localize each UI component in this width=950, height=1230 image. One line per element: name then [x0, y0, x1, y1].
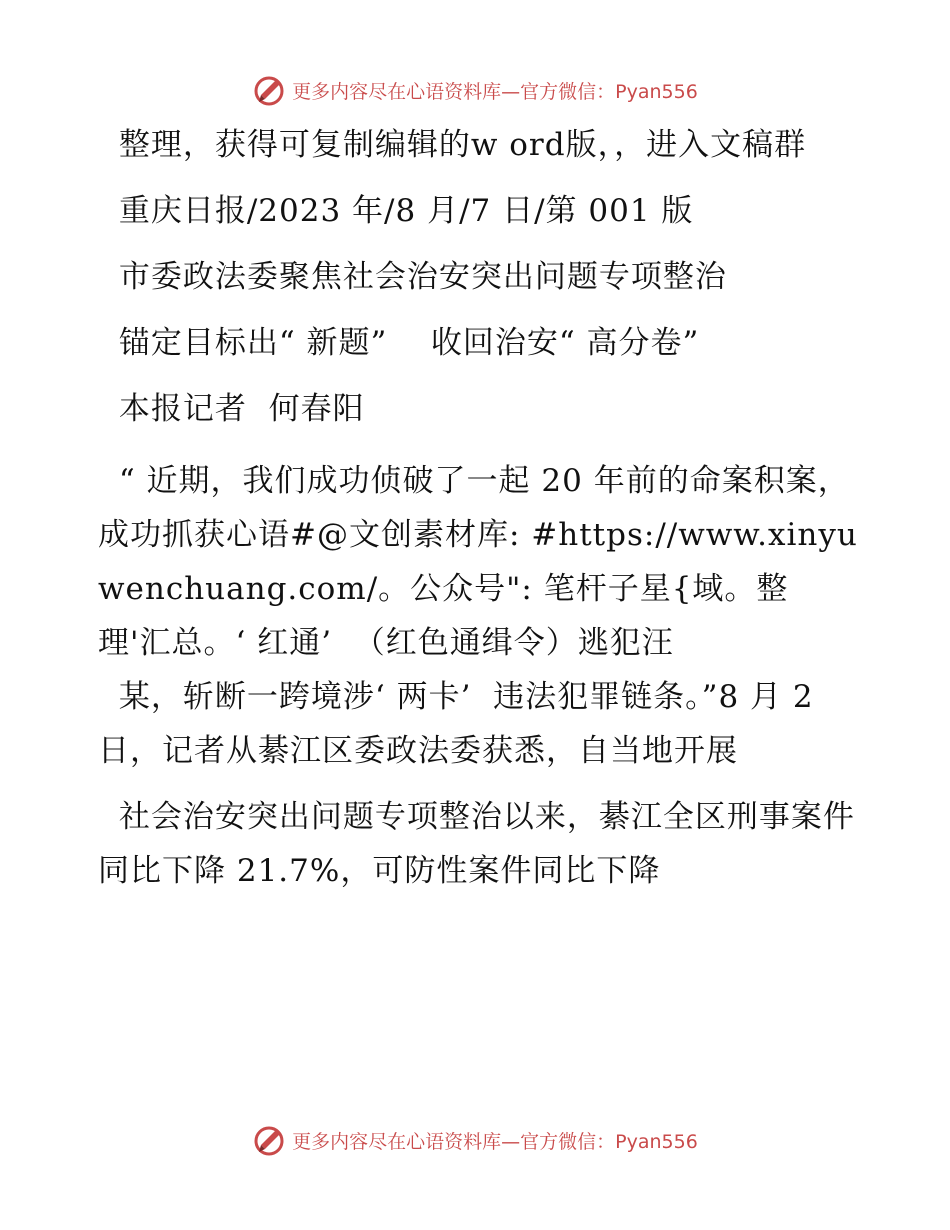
paragraph-3: 市委政法委聚焦社会治安突出问题专项整治	[108, 259, 727, 295]
header-banner-group	[252, 73, 698, 107]
footer-banner	[0, 1120, 950, 1160]
footer-banner-text: 更多内容尽在心语资料库—官方微信：Pyan556	[292, 1130, 698, 1153]
paragraph-5: 本报记者 何春阳	[108, 391, 365, 427]
logo-icon	[252, 1123, 286, 1157]
paragraph-6: “ 近期，我们成功侦破了一起 20 年前的命案积案，成功抓获心语#@文创素材库: #https://www.xinyuwenchuang.com/。公众号": 笔杆子星{域。整理'汇总。‘ 红通’ （红色通缉令）逃犯汪	[98, 463, 858, 661]
paragraph-7: 某，斩断一跨境涉‘ 两卡’ 违法犯罪链条。”8 月 2 日，记者从綦江区委政法委获悉，自当地开展	[98, 679, 825, 769]
paragraph-8: 社会治安突出问题专项整治以来，綦江全区刑事案件同比下降 21.7%，可防性案件同比下降	[98, 799, 855, 889]
logo-icon	[252, 73, 286, 107]
footer-banner-group	[252, 1123, 698, 1157]
document-body	[98, 118, 858, 898]
paragraph-1: 整理，获得可复制编辑的w ord版，，进入文稿群	[108, 127, 807, 163]
header-banner-text: 更多内容尽在心语资料库—官方微信：Pyan556	[292, 80, 698, 103]
paragraph-2: 重庆日报/2023 年/8 月/7 日/第 001 版	[108, 193, 694, 229]
header-banner	[0, 70, 950, 110]
paragraph-4: 锚定目标出“ 新题” 收回治安“ 高分卷”	[108, 325, 700, 361]
